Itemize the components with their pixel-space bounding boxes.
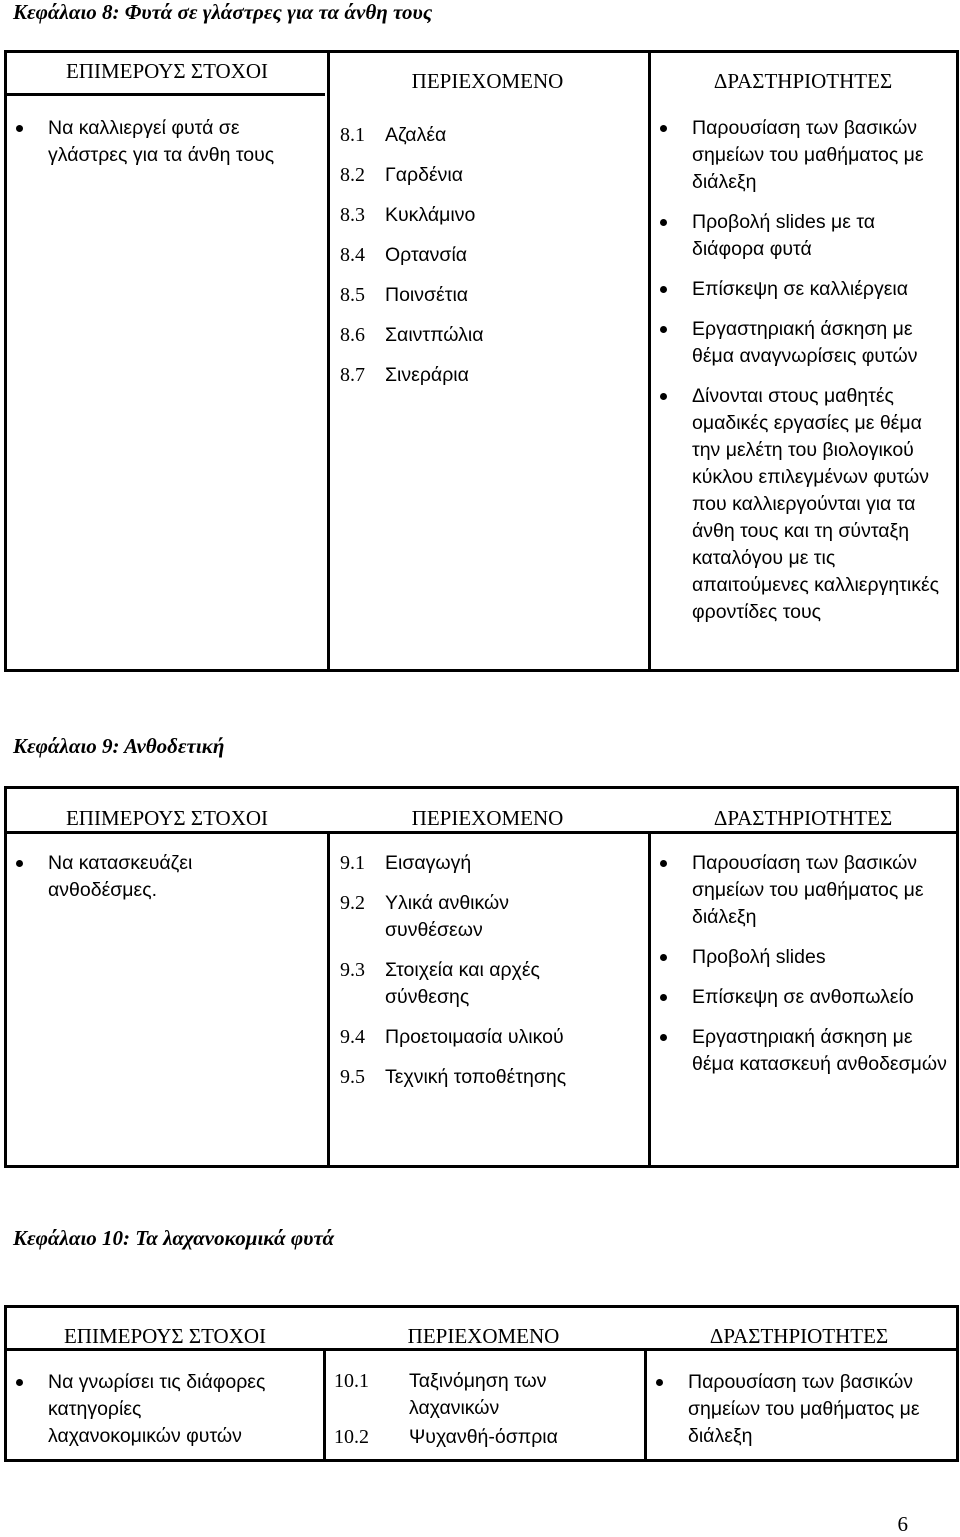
- content-item: 9.2 Υλικά ανθικών συνθέσεων: [340, 892, 509, 941]
- content-item: 9.3 Στοιχεία και αρχές σύνθεσης: [340, 959, 540, 1008]
- column-divider: [327, 53, 330, 669]
- header-content: ΠΕΡΙΕΧΟΜΕΝΟ: [411, 69, 564, 93]
- header-rule: [7, 93, 325, 96]
- chapter-10-table: [4, 1305, 959, 1462]
- content-item: 8.6 Σαιντπώλια: [340, 324, 484, 346]
- page-number: 6: [897, 1512, 908, 1536]
- chapter-9-table: [4, 786, 959, 1168]
- goals-list: [8, 1369, 278, 1450]
- content-list: [340, 850, 610, 1091]
- activity-item: Προβολή slides με τα διάφορα φυτά: [652, 209, 952, 263]
- content-item: 9.4 Προετοιμασία υλικού: [340, 1026, 564, 1048]
- activities-list: [652, 115, 952, 639]
- goal-item: Να γνωρίσει τις διάφορες κατηγορίες λαχανοκομικών φυτών: [8, 1369, 278, 1450]
- header-goals: ΕΠΙΜΕΡΟΥΣ ΣΤΟΧΟΙ: [63, 1324, 267, 1348]
- chapter-8-title: Κεφάλαιο 8: Φυτά σε γλάστρες για τα άνθη τους: [13, 0, 433, 24]
- content-item: 8.2 Γαρδένια: [340, 164, 464, 186]
- activities-list: [648, 1369, 948, 1463]
- chapter-10-title: Κεφάλαιο 10: Τα λαχανοκομικά φυτά: [13, 1226, 335, 1250]
- column-divider: [648, 53, 651, 669]
- activity-item: Εργαστηριακή άσκηση με θέμα κατασκευή ανθοδεσμών: [652, 1024, 952, 1078]
- content-list: [340, 115, 640, 395]
- column-divider: [323, 1350, 326, 1459]
- activity-item: Παρουσίαση των βασικών σημείων του μαθήματος με διάλεξη: [652, 850, 952, 931]
- header-activities: ΔΡΑΣΤΗΡΙΟΤΗΤΕΣ: [713, 69, 893, 93]
- activity-item: Δίνονται στους μαθητές ομαδικές εργασίες με θέμα την μελέτη του βιολογικού κύκλου επιλεγμένων φυτών που καλλιεργούνται για τα άνθη τους και τη σύνταξη καταλόγου με τις απαιτούμενες καλλιεργητικές φροντίδες τους: [652, 383, 952, 626]
- header-goals: ΕΠΙΜΕΡΟΥΣ ΣΤΟΧΟΙ: [65, 59, 269, 83]
- activities-list: [652, 850, 952, 1091]
- content-item: 8.1 Αζαλέα: [340, 124, 447, 146]
- activity-item: Παρουσίαση των βασικών σημείων του μαθήματος με διάλεξη: [648, 1369, 948, 1450]
- column-divider: [644, 1350, 647, 1459]
- activity-item: Εργαστηριακή άσκηση με θέμα αναγνωρίσεις φυτών: [652, 316, 952, 370]
- activity-item: Επίσκεψη σε καλλιέργεια: [652, 276, 952, 303]
- header-content: ΠΕΡΙΕΧΟΜΕΝΟ: [407, 1324, 560, 1348]
- column-divider: [648, 833, 651, 1165]
- column-divider: [327, 833, 330, 1165]
- activity-item: Επίσκεψη σε ανθοπωλείο: [652, 984, 952, 1011]
- goals-list: [8, 115, 308, 169]
- content-item: 8.4 Ορτανσία: [340, 244, 468, 266]
- content-list: [334, 1368, 634, 1451]
- goals-list: [8, 850, 238, 904]
- content-item: 10.2 Ψυχανθή-όσπρια: [334, 1426, 558, 1448]
- content-item: 9.1 Εισαγωγή: [340, 852, 472, 874]
- content-item: 10.1 Ταξινόμηση των λαχανικών: [334, 1370, 547, 1419]
- header-activities: ΔΡΑΣΤΗΡΙΟΤΗΤΕΣ: [709, 1324, 889, 1348]
- activity-item: Προβολή slides: [652, 944, 952, 971]
- chapter-9-title: Κεφάλαιο 9: Ανθοδετική: [13, 734, 225, 758]
- header-content: ΠΕΡΙΕΧΟΜΕΝΟ: [411, 806, 564, 830]
- header-rule: [7, 1348, 956, 1351]
- content-item: 9.5 Τεχνική τοποθέτησης: [340, 1066, 567, 1088]
- content-item: 8.7 Σινεράρια: [340, 364, 469, 386]
- goal-item: Να καλλιεργεί φυτά σε γλάστρες για τα άνθη τους: [8, 115, 308, 169]
- content-item: 8.5 Ποινσέτια: [340, 284, 469, 306]
- goal-item: Να κατασκευάζει ανθοδέσμες.: [8, 850, 238, 904]
- header-activities: ΔΡΑΣΤΗΡΙΟΤΗΤΕΣ: [713, 806, 893, 830]
- header-rule: [7, 831, 956, 834]
- activity-item: Παρουσίαση των βασικών σημείων του μαθήματος με διάλεξη: [652, 115, 952, 196]
- chapter-8-table: [4, 50, 959, 672]
- header-goals: ΕΠΙΜΕΡΟΥΣ ΣΤΟΧΟΙ: [65, 806, 269, 830]
- content-item: 8.3 Κυκλάμινο: [340, 204, 476, 226]
